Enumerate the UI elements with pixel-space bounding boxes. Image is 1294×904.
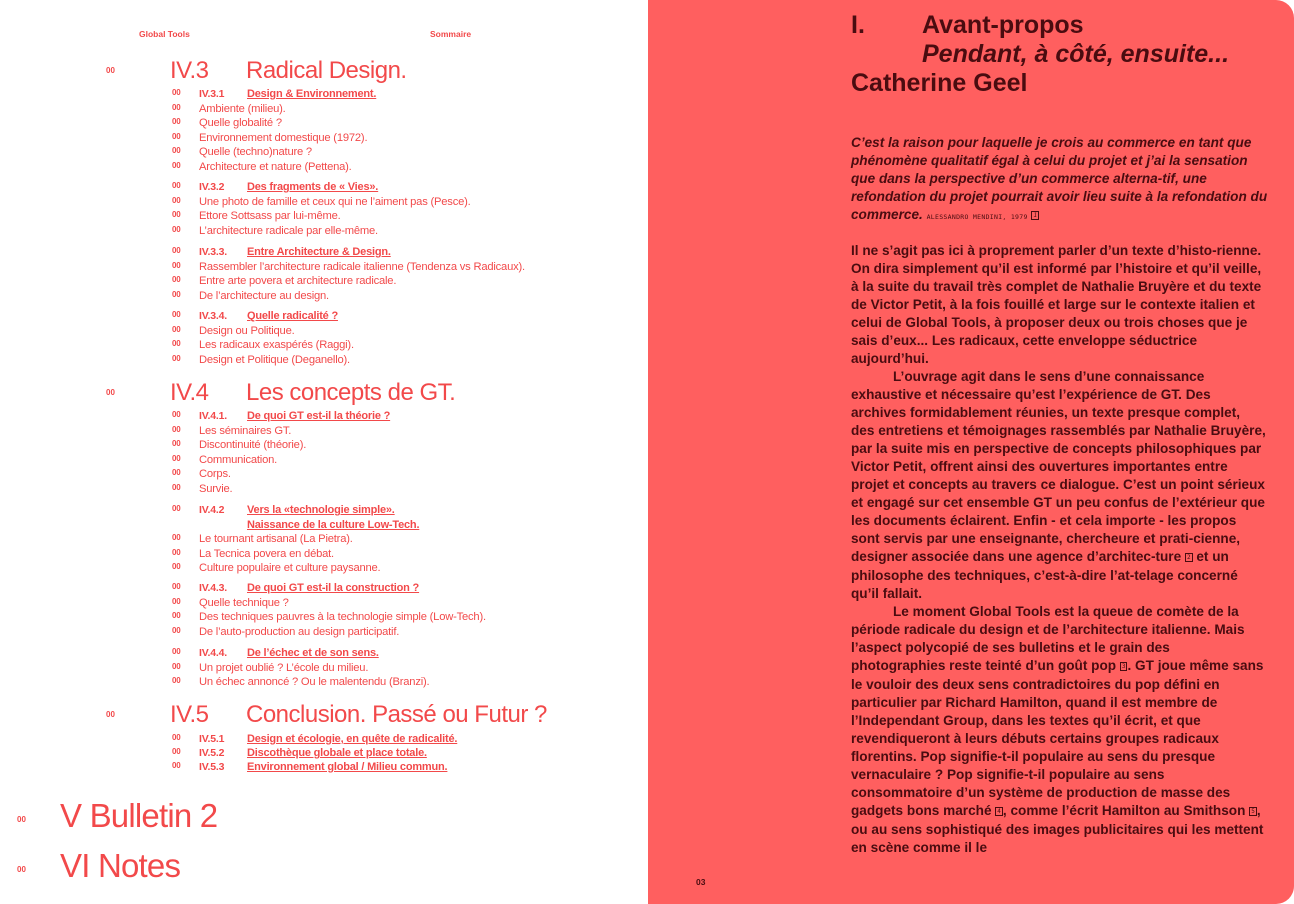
page-number: 00 bbox=[172, 339, 181, 348]
subsection-row[interactable] bbox=[0, 761, 648, 776]
subsection-code: IV.5.1 bbox=[199, 733, 225, 745]
subsection-code: IV.5.2 bbox=[199, 747, 225, 759]
page-number: 00 bbox=[172, 482, 181, 492]
toc-subsection bbox=[0, 181, 648, 239]
toc-item-label: Un échec annoncé ? Ou le malentendu (Branzi). bbox=[199, 676, 430, 688]
page-number: 00 bbox=[172, 596, 181, 606]
toc-item-label: Environnement domestique (1972). bbox=[199, 131, 368, 144]
toc-item-label: Culture populaire et culture paysanne. bbox=[199, 562, 381, 574]
toc-item[interactable] bbox=[0, 275, 648, 290]
subsection-code: IV.4.4. bbox=[199, 647, 227, 659]
page-number: 00 bbox=[172, 468, 181, 477]
page-number: 00 bbox=[172, 195, 181, 205]
subsection-code: IV.3.3. bbox=[199, 246, 227, 258]
toc-item[interactable] bbox=[0, 468, 648, 483]
chapter-author: Catherine Geel bbox=[851, 69, 1028, 97]
subsection-title[interactable]: Vers la «technologie simple». bbox=[247, 504, 395, 516]
toc-item[interactable] bbox=[0, 261, 648, 276]
page-number: 00 bbox=[172, 504, 181, 513]
subsection-title[interactable]: Des fragments de « Vies». bbox=[247, 181, 379, 193]
toc-subsection bbox=[0, 582, 648, 640]
toc-item-label: Corps. bbox=[199, 468, 231, 480]
quote-text: C’est la raison pour laquelle je crois au commerce en tant que phénomène qualitatif égal à celui du projet et j’ai la sensation que dans la perspective d’un commerce alterna-tif, une refondation du projet pourrait avoir lieu suite à la refondation du commerce. bbox=[851, 135, 1268, 222]
toc-item[interactable] bbox=[0, 611, 648, 626]
page-number: 00 bbox=[172, 625, 181, 635]
quote-attribution: ALESSANDRO MENDINI, 1979 bbox=[926, 213, 1028, 221]
toc-item[interactable] bbox=[0, 103, 648, 118]
page-number: 00 bbox=[172, 547, 181, 557]
footnote-ref[interactable]: 4 bbox=[997, 808, 1001, 815]
toc-item-label: L’architecture radicale par elle-même. bbox=[199, 224, 378, 237]
page-number: 00 bbox=[172, 181, 181, 190]
subsection-code: IV.5.3 bbox=[199, 761, 225, 773]
footnote-ref[interactable]: 3 bbox=[1121, 663, 1126, 670]
page-number: 00 bbox=[172, 582, 181, 591]
toc-item-label: Un projet oublié ? L’école du milieu. bbox=[199, 661, 369, 674]
toc-item[interactable] bbox=[0, 676, 648, 691]
subsection-title[interactable]: De l’échec et de son sens. bbox=[247, 647, 379, 659]
running-header-center: Sommaire bbox=[430, 29, 472, 39]
toc-item[interactable] bbox=[0, 225, 648, 240]
toc-item[interactable] bbox=[0, 196, 648, 211]
toc-item[interactable] bbox=[0, 548, 648, 563]
page-number: 00 bbox=[172, 611, 181, 620]
toc-item-label: Une photo de famille et ceux qui ne l’aiment pas (Pesce). bbox=[199, 195, 471, 208]
page-number: 00 bbox=[172, 146, 181, 155]
footnote-ref[interactable]: 5 bbox=[1251, 808, 1255, 815]
page-number: 00 bbox=[172, 761, 181, 770]
toc-item[interactable] bbox=[0, 533, 648, 548]
toc-item-label: Ambiente (milieu). bbox=[199, 102, 286, 115]
part-bulletin-2[interactable] bbox=[0, 797, 648, 841]
page-number: 00 bbox=[172, 260, 181, 270]
footnote-ref[interactable]: 2 bbox=[1186, 554, 1191, 561]
toc-item[interactable] bbox=[0, 562, 648, 577]
subsection-row[interactable] bbox=[0, 410, 648, 425]
toc-item[interactable] bbox=[0, 626, 648, 641]
subsection-row[interactable] bbox=[0, 310, 648, 325]
paragraph-3: Le moment Global Tools est la queue de comète de la période radicale du design et de l’architecture italienne. Mais l’aspect polycopié de ses bulletins et le grain des photographies reste teinté d’un goût pop 3 . GT joue même sans le vouloir des deux sens contradictoires du pop défini en particulier par Richard Hamilton, quand il est membre de l’Independant Group, dans les textes qu’il écrit, et que revendiqueront à leurs débuts certains groupes radicaux florentins. Pop signifie-t-il populaire au sens du presque vernaculaire ? Pop signifie-t-il populaire au sens consommatoire d’un système de production de masse des gadgets bons marché 4 , comme l’écrit Hamilton au Smithson 5 , ou au sens sophistiqué des images publicitaires qui les mettent en scène comme il le bbox=[851, 604, 1264, 855]
toc-item-label: De l’auto-production au design participatif. bbox=[199, 625, 400, 638]
subsection-title[interactable]: Design et écologie, en quête de radicalité. bbox=[247, 733, 458, 745]
toc-item-label: Communication. bbox=[199, 453, 278, 466]
toc-item[interactable] bbox=[0, 354, 648, 369]
subsection-code: IV.3.4. bbox=[199, 310, 227, 322]
toc-section[interactable] bbox=[0, 701, 648, 729]
page-number: 00 bbox=[172, 117, 181, 126]
toc-subsection bbox=[0, 88, 648, 175]
toc-item[interactable] bbox=[0, 483, 648, 498]
page-number: 00 bbox=[17, 815, 26, 824]
subsection-title[interactable]: Quelle radicalité ? bbox=[247, 310, 338, 322]
subsection-row[interactable] bbox=[0, 181, 648, 196]
toc-item-label: Quelle globalité ? bbox=[199, 117, 282, 129]
toc-subsection bbox=[0, 761, 648, 776]
chapter-number: I. bbox=[851, 11, 865, 39]
subsection-title-line2[interactable]: Naissance de la culture Low-Tech. bbox=[247, 518, 420, 531]
page-number: 00 bbox=[172, 88, 181, 97]
toc-item[interactable] bbox=[0, 425, 648, 440]
part-label: VI Notes bbox=[60, 847, 181, 884]
toc-item[interactable] bbox=[0, 210, 648, 225]
page-folio: 03 bbox=[696, 877, 706, 887]
chapter-title: Avant-propos bbox=[922, 11, 1084, 39]
toc-item-label: Ettore Sottsass par lui-même. bbox=[199, 210, 341, 222]
page-number: 00 bbox=[172, 676, 181, 685]
footnote-ref[interactable]: 1 bbox=[1033, 212, 1038, 219]
subsection-row-cont[interactable] bbox=[0, 519, 648, 534]
part-label: V Bulletin 2 bbox=[60, 797, 218, 834]
subsection-code: IV.3.2 bbox=[199, 181, 225, 193]
section-number: IV.4 bbox=[170, 379, 209, 406]
toc-item-label: Les séminaires GT. bbox=[199, 424, 292, 437]
page-number: 00 bbox=[172, 324, 181, 334]
toc-subsection bbox=[0, 410, 648, 497]
page-number: 00 bbox=[172, 160, 181, 170]
toc-item[interactable] bbox=[0, 146, 648, 161]
page-number: 00 bbox=[172, 102, 181, 112]
toc-subsection bbox=[0, 504, 648, 577]
epigraph-quote bbox=[851, 134, 1271, 226]
section-number: IV.5 bbox=[170, 701, 209, 728]
section-number: IV.3 bbox=[170, 57, 209, 84]
toc-item-label: Architecture et nature (Pettena). bbox=[199, 160, 352, 173]
paragraph-2: L’ouvrage agit dans le sens d’une connaissance exhaustive et nécessaire qu’est l’expérience de GT. Des archives formidablement réunies, un texte presque complet, des entretiens et témoignages rassemblés par Nathalie Bruyère, par la suite mis en perspective de concepts philosophiques par Victor Petit, offrent ainsi des ouvertures importantes entre projet et concepts au travers ce dialogue. C’est un point sérieux et engagé sur cet ensemble GT un peu confus de l’extérieur que les documents éclairent. Enfin - et cela importe - les propos sont servis par une enseignante, chercheure et prati-cienne, designer associée dans une agence d’architec-ture 2 et un philosophe des techniques, c’est-à-dire l’at-telage concerné qu’il fallait. bbox=[851, 369, 1266, 601]
page-number: 00 bbox=[172, 562, 181, 571]
body-text bbox=[851, 242, 1267, 857]
page-number: 00 bbox=[106, 710, 115, 719]
page-number: 00 bbox=[106, 388, 115, 397]
toc-subsection bbox=[0, 747, 648, 762]
toc-item-label: Survie. bbox=[199, 482, 233, 495]
subsection-row[interactable] bbox=[0, 504, 648, 519]
toc-item-label: Des techniques pauvres à la technologie simple (Low-Tech). bbox=[199, 611, 486, 623]
toc-subsection bbox=[0, 310, 648, 368]
page-number: 00 bbox=[172, 131, 181, 141]
toc-item[interactable] bbox=[0, 597, 648, 612]
toc-subsection bbox=[0, 647, 648, 691]
toc-item[interactable] bbox=[0, 117, 648, 132]
page-number: 00 bbox=[106, 66, 115, 75]
toc-item[interactable] bbox=[0, 325, 648, 340]
subsection-row[interactable] bbox=[0, 647, 648, 662]
subsection-title[interactable]: De quoi GT est-il la construction ? bbox=[247, 582, 420, 594]
paragraph-1: Il ne s’agit pas ici à proprement parler d’un texte d’histo-rienne. On dira simplement qu’il est informé par l’histoire et qu’il veille, à la suite du travail très complet de Nathalie Bruyère et du texte de Victor Petit, à la fois fouillé et large sur le contexte italien et celui de Global Tools, à proposer deux ou trois choses que je sais d’eux... Les radicaux, cette enveloppe séductrice aujourd’hui. bbox=[851, 243, 1262, 366]
page-number: 00 bbox=[172, 289, 181, 299]
toc-item[interactable] bbox=[0, 290, 648, 305]
page-number: 00 bbox=[172, 661, 181, 671]
subsection-row[interactable] bbox=[0, 733, 648, 748]
subsection-title[interactable]: Entre Architecture & Design. bbox=[247, 246, 391, 258]
subsection-title[interactable]: Discothèque globale et place totale. bbox=[247, 747, 427, 759]
page-number: 00 bbox=[172, 424, 181, 434]
toc-subsection bbox=[0, 733, 648, 748]
subsection-code: IV.4.1. bbox=[199, 410, 227, 422]
page-number: 00 bbox=[172, 210, 181, 219]
page-number: 00 bbox=[172, 310, 181, 319]
toc-item-label: Le tournant artisanal (La Pietra). bbox=[199, 533, 353, 545]
page-number: 00 bbox=[172, 439, 181, 448]
toc-item-label: Les radicaux exaspérés (Raggi). bbox=[199, 339, 354, 351]
subsection-code: IV.4.3. bbox=[199, 582, 227, 594]
running-header-left: Global Tools bbox=[139, 29, 190, 39]
subsection-row[interactable] bbox=[0, 88, 648, 103]
toc-item-label: Design et Politique (Deganello). bbox=[199, 353, 350, 366]
subsection-row[interactable] bbox=[0, 246, 648, 261]
subsection-code: IV.3.1 bbox=[199, 88, 225, 100]
toc-item[interactable] bbox=[0, 161, 648, 176]
part-notes[interactable] bbox=[0, 847, 648, 891]
toc-item[interactable] bbox=[0, 662, 648, 677]
page-number: 00 bbox=[172, 224, 181, 234]
subsection-row[interactable] bbox=[0, 582, 648, 597]
page-number: 00 bbox=[172, 733, 181, 742]
page-number: 00 bbox=[172, 533, 181, 542]
toc-item-label: La Tecnica povera en débat. bbox=[199, 547, 334, 560]
toc-item-label: Discontinuité (théorie). bbox=[199, 439, 307, 451]
toc-item[interactable] bbox=[0, 454, 648, 469]
chapter-subtitle: Pendant, à côté, ensuite... bbox=[922, 40, 1230, 68]
toc-subsection bbox=[0, 246, 648, 304]
page-number: 00 bbox=[172, 246, 181, 255]
toc-item-label: Rassembler l’architecture radicale italienne (Tendenza vs Radicaux). bbox=[199, 260, 525, 273]
subsection-row[interactable] bbox=[0, 747, 648, 762]
section-title: Les concepts de GT. bbox=[246, 379, 456, 406]
subsection-title[interactable]: Design & Environnement. bbox=[247, 88, 377, 100]
page-number: 00 bbox=[172, 453, 181, 463]
toc-item-label: De l’architecture au design. bbox=[199, 289, 329, 302]
subsection-code: IV.4.2 bbox=[199, 504, 225, 516]
subsection-title[interactable]: De quoi GT est-il la théorie ? bbox=[247, 410, 391, 422]
toc-section[interactable] bbox=[0, 379, 648, 407]
subsection-title[interactable]: Environnement global / Milieu commun. bbox=[247, 761, 448, 773]
toc-item-label: Quelle technique ? bbox=[199, 596, 289, 609]
page-number: 00 bbox=[172, 275, 181, 284]
page-number: 00 bbox=[17, 865, 26, 874]
toc-item[interactable] bbox=[0, 439, 648, 454]
toc-item-label: Design ou Politique. bbox=[199, 324, 295, 337]
toc-item-label: Entre arte povera et architecture radicale. bbox=[199, 275, 397, 287]
page-number: 00 bbox=[172, 353, 181, 363]
toc-item[interactable] bbox=[0, 132, 648, 147]
toc-item-label: Quelle (techno)nature ? bbox=[199, 146, 312, 158]
section-title: Conclusion. Passé ou Futur ? bbox=[246, 701, 547, 728]
page-number: 00 bbox=[172, 747, 181, 756]
toc-item[interactable] bbox=[0, 339, 648, 354]
toc-section[interactable] bbox=[0, 57, 648, 85]
page-number: 00 bbox=[172, 410, 181, 419]
page-number: 00 bbox=[172, 647, 181, 656]
section-title: Radical Design. bbox=[246, 57, 407, 84]
